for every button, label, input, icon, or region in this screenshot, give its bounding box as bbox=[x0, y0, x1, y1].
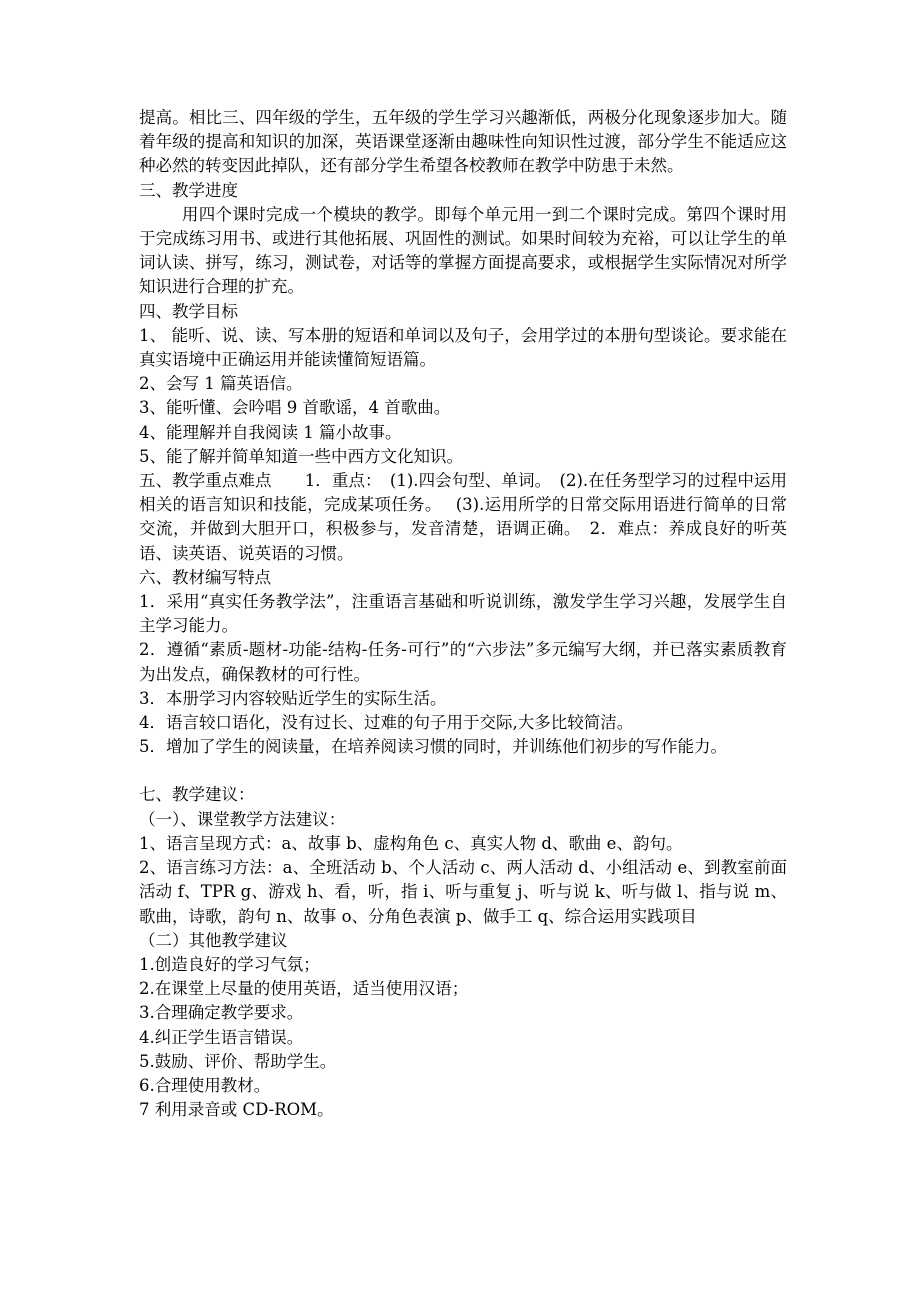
suggestion-item-7: 7 利用录音或 CD-ROM。 bbox=[139, 1100, 334, 1120]
feature-item-5: 5．增加了学生的阅读量，在培养阅读习惯的同时，并训练他们初步的写作能力。 bbox=[139, 737, 727, 757]
suggestion-item-5: 5.鼓励、评价、帮助学生。 bbox=[139, 1051, 337, 1071]
suggestion-item-4: 4.纠正学生语言错误。 bbox=[139, 1027, 304, 1047]
blank-line bbox=[139, 759, 787, 783]
heading-teaching-goals: 四、教学目标 bbox=[139, 301, 238, 321]
subheading-other-suggestions: （二）其他教学建议 bbox=[139, 930, 288, 950]
feature-item-1: 1．采用“真实任务教学法”，注重语言基础和听说训练，激发学生学习兴趣，发展学生自主学习能力。 bbox=[139, 592, 787, 636]
method-item-1: 1、语言呈现方式：a、故事 b、虚构角色 c、真实人物 d、歌曲 e、韵句。 bbox=[139, 833, 683, 853]
goal-item-3: 3、能听懂、会吟唱 9 首歌谣，4 首歌曲。 bbox=[139, 398, 451, 418]
paragraph-teaching-progress: 用四个课时完成一个模块的教学。即每个单元用一到二个课时完成。第四个课时用于完成练习用书、或进行其他拓展、巩固性的测试。如果时间较为充裕，可以让学生的单词认读、拼写，练习，测试卷，对话等的掌握方面提高要求，或根据学生实际情况对所学知识进行合理的扩充。 bbox=[139, 204, 787, 297]
suggestion-item-1: 1.创造良好的学习气氛； bbox=[139, 954, 320, 974]
goal-item-1: 1、 能听、说、读、写本册的短语和单词以及句子，会用学过的本册句型谈论。要求能在真实语境中正确运用并能读懂简短语篇。 bbox=[139, 325, 787, 370]
heading-teaching-progress: 三、教学进度 bbox=[139, 180, 238, 200]
document-page bbox=[139, 106, 787, 1122]
paragraph-key-points: 五、教学重点难点 1．重点： (1).四会句型、单词。 (2).在任务型学习的过程中运用相关的语言知识和技能，完成某项任务。 (3).运用所学的日常交际用语进行简单的日常交流，并做到大胆开口，积极参与，发音清楚，语调正确。 2．难点：养成良好的听英语、读英语、说英语的习惯。 bbox=[139, 471, 787, 563]
paragraph-intro-continued: 提高。相比三、四年级的学生，五年级的学生学习兴趣渐低，两极分化现象逐步加大。随着年级的提高和知识的加深，英语课堂逐渐由趣味性向知识性过渡，部分学生不能适应这种必然的转变因此掉队，还有部分学生希望各校教师在教学中防患于未然。 bbox=[139, 108, 787, 176]
feature-item-3: 3．本册学习内容较贴近学生的实际生活。 bbox=[139, 688, 447, 708]
goal-item-2: 2、会写 1 篇英语信。 bbox=[139, 374, 303, 394]
subheading-classroom-methods: （一）、课堂教学方法建议： bbox=[139, 809, 346, 829]
feature-item-4: 4．语言较口语化，没有过长、过难的句子用于交际,大多比较简洁。 bbox=[139, 713, 634, 733]
suggestion-item-6: 6.合理使用教材。 bbox=[139, 1075, 271, 1095]
goal-item-5: 5、能了解并简单知道一些中西方文化知识。 bbox=[139, 446, 463, 466]
goal-item-4: 4、能理解并自我阅读 1 篇小故事。 bbox=[139, 422, 402, 442]
suggestion-item-2: 2.在课堂上尽量的使用英语，适当使用汉语； bbox=[139, 979, 469, 999]
method-item-2: 2、语言练习方法：a、全班活动 b、个人活动 c、两人活动 d、小组活动 e、到教室前面活动 f、TPR g、游戏 h、看，听，指 i、听与重复 j、听与说 k、听与做 l、指与说 m、歌曲，诗歌，韵句 n、故事 o、分角色表演 p、做手工 q、综合运用实践项目 bbox=[139, 858, 787, 926]
heading-teaching-suggestions: 七、教学建议： bbox=[139, 785, 255, 805]
feature-item-2: 2．遵循“素质-题材-功能-结构-任务-可行”的“六步法”多元编写大纲，并已落实素质教育为出发点，确保教材的可行性。 bbox=[139, 640, 787, 684]
heading-textbook-features: 六、教材编写特点 bbox=[139, 567, 271, 587]
suggestion-item-3: 3.合理确定教学要求。 bbox=[139, 1003, 304, 1023]
